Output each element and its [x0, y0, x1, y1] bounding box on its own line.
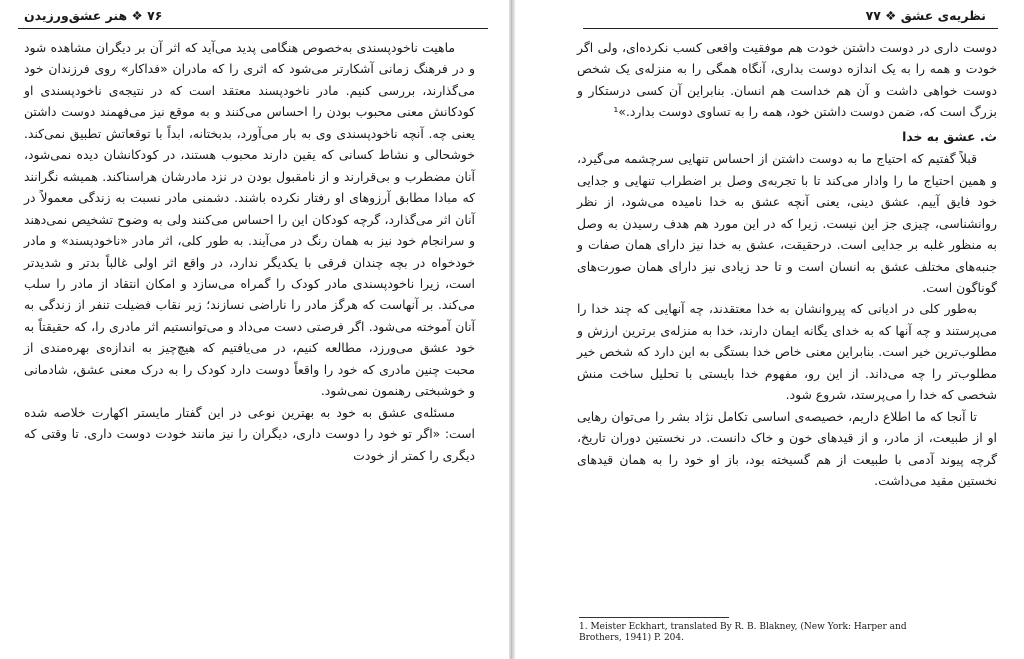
- left-paragraph-2: مسئله‌ی عشق به خود به بهترین نوعی در این گفتار مایستر اکهارت خلاصه شده است: «اگر تو خود را دوست داری، دیگران را نیز مانند خودت دوست داری. تا وقتی که دیگری را کمتر از خودت: [24, 404, 475, 463]
- right-page-header: نظریه‌ی عشق ❖ ۷۷: [865, 8, 986, 23]
- left-page: [0, 0, 509, 659]
- left-page-header: ۷۶ ❖ هنر عشق‌ورزیدن: [24, 8, 163, 23]
- right-page: [515, 0, 1024, 659]
- left-header-rule: [18, 28, 488, 29]
- right-header-rule: [583, 28, 998, 29]
- footnote: 1. Meister Eckhart, translated By R. B. Blakney, (New York: Harper and Brothers, 1941) P. 204.: [579, 622, 907, 643]
- section-heading: ث. عشق به خدا: [902, 128, 997, 144]
- right-intro-paragraph: دوست داری در دوست داشتن خودت هم موفقیت واقعی کسب نکرده‌ای، ولی اگر خودت و همه را به یک اندازه دوست بداری، آنگاه همگی را به منزله‌ی یک شخص دوست خواهی داشت و آن هم خداست هم انسان. بنابراین آن کسی درستکار و بزرگ است که، ضمن دوست داشتن خود، همه را به تساوی دوست بدارد.»¹: [577, 40, 997, 120]
- right-paragraph-3: تا آنجا که ما اطلاع داریم، خصیصه‌ی اساسی تکامل نژاد بشر را می‌توان رهایی او از طبیعت، از مادر، و از قیدهای خون و خاک دانست. در نخستین دوران تاریخ، گرچه پیوند آدمی با طبیعت از هم گسیخته بود، باز او خود را به همان قیدهای نخستین مقید می‌داشت.: [577, 408, 997, 489]
- footnote-rule: [579, 617, 729, 618]
- right-paragraph-1: قبلاً گفتیم که احتیاج ما به دوست داشتن از احساس تنهایی سرچشمه می‌گیرد، و همین احتیاج ما را وادار می‌کند تا با تجربه‌ی وصل بر اضطراب تنهایی و جدایی خود فایق آییم. عشق دینی، یعنی آنچه عشق به خدا نامیده می‌شود، از نظر روانشناسی، چیزی جز این نیست. زیرا که در این مورد هم هدف رسیدن به وصل به منظور غلبه بر جدایی است. درحقیقت، عشق به خدا نیز دارای همان صفات و جنبه‌های مختلف عشق به انسان است و تا حد زیادی نیز دارای همان صورت‌های گوناگون است.: [577, 151, 997, 295]
- left-paragraph-1: ماهیت ناخودپسندی به‌خصوص هنگامی پدید می‌آید که اثر آن بر دیگران مشاهده شود و در فرهنگ زمانی آشکارتر می‌شود که اثری را که مادران «فداکار» روی فرزندان خود می‌گذارند، بررسی کنیم. مادر ناخودپسند معتقد است که در نتیجه‌ی ناخودپسندی او کودکانش معنی محبوب بودن را احساس می‌کنند و به موقع نیز می‌فهمند دوست داشتن یعنی چه. آنچه ناخودپسندی وی به بار می‌آورد، بدبختانه، ابداً با توقعاتش تطبیق نمی‌کند. خوشحالی و نشاط کسانی که یقین دارند محبوب هستند، در کودکانشان دیده نمی‌شود، آنان مضطرب و بی‌قرارند و از نامقبول بودن در نزد مادرشان هراسناکند. همیشه نگرانند که مبادا مطابق آرزوهای او رفتار نکرده باشند. دشمنی مادر نسبت به زندگی معمولاً در آنان اثر می‌گذارد، گرچه کودکان این را احساس می‌کنند ولی به وضوح تشخیص نمی‌دهند و سرانجام خود نیز به همان رنگ در می‌آیند. به طور کلی، اثر مادر «ناخودپسند» و مادر خودخواه در بچه چندان فرقی با یکدیگر ندارد، در واقع اثر اولی غالباً بدتر و شدیدتر است، زیرا ناخودپسندی مادر کودک را گمراه می‌سازد و امکان انتقاد از مادر را سلب می‌کند. بر آنهاست که هرگز مادر را ناراضی نسازند؛ زیر نقاب فضیلت تنفر از زندگی به آنان آموخته می‌شود. اگر فرصتی دست می‌داد و می‌توانستیم اثر مادری را، که حقیقتاً به خود عشق می‌ورزد، مطالعه کنیم، در می‌یافتیم که هیچ‌چیز به اندازه‌ی بهره‌مندی از محبت چنین مادری که خود را واقعاً دوست دارد کودک را به درک معنی عشق، شادمانی و خوشبختی رهنمون نمی‌شود.: [24, 40, 475, 399]
- right-page-body: [577, 37, 997, 492]
- left-page-body: [24, 37, 475, 466]
- right-paragraph-2: به‌طور کلی در ادیانی که پیروانشان به خدا معتقدند، چه آنهایی که چند خدا را می‌پرستند و چه آنها که به خدای یگانه ایمان دارند، خدا به منزله‌ی برترین ارزش و مطلوب‌ترین خیر است. بنابراین معنی خاص خدا بستگی به این دارد که شخص خیر مطلوب‌تر را چه می‌داند. از این رو، مفهوم خدا بایستی با تحلیل ساخت منش شخصی که خدا را می‌پرستد، شروع شود.: [577, 301, 997, 403]
